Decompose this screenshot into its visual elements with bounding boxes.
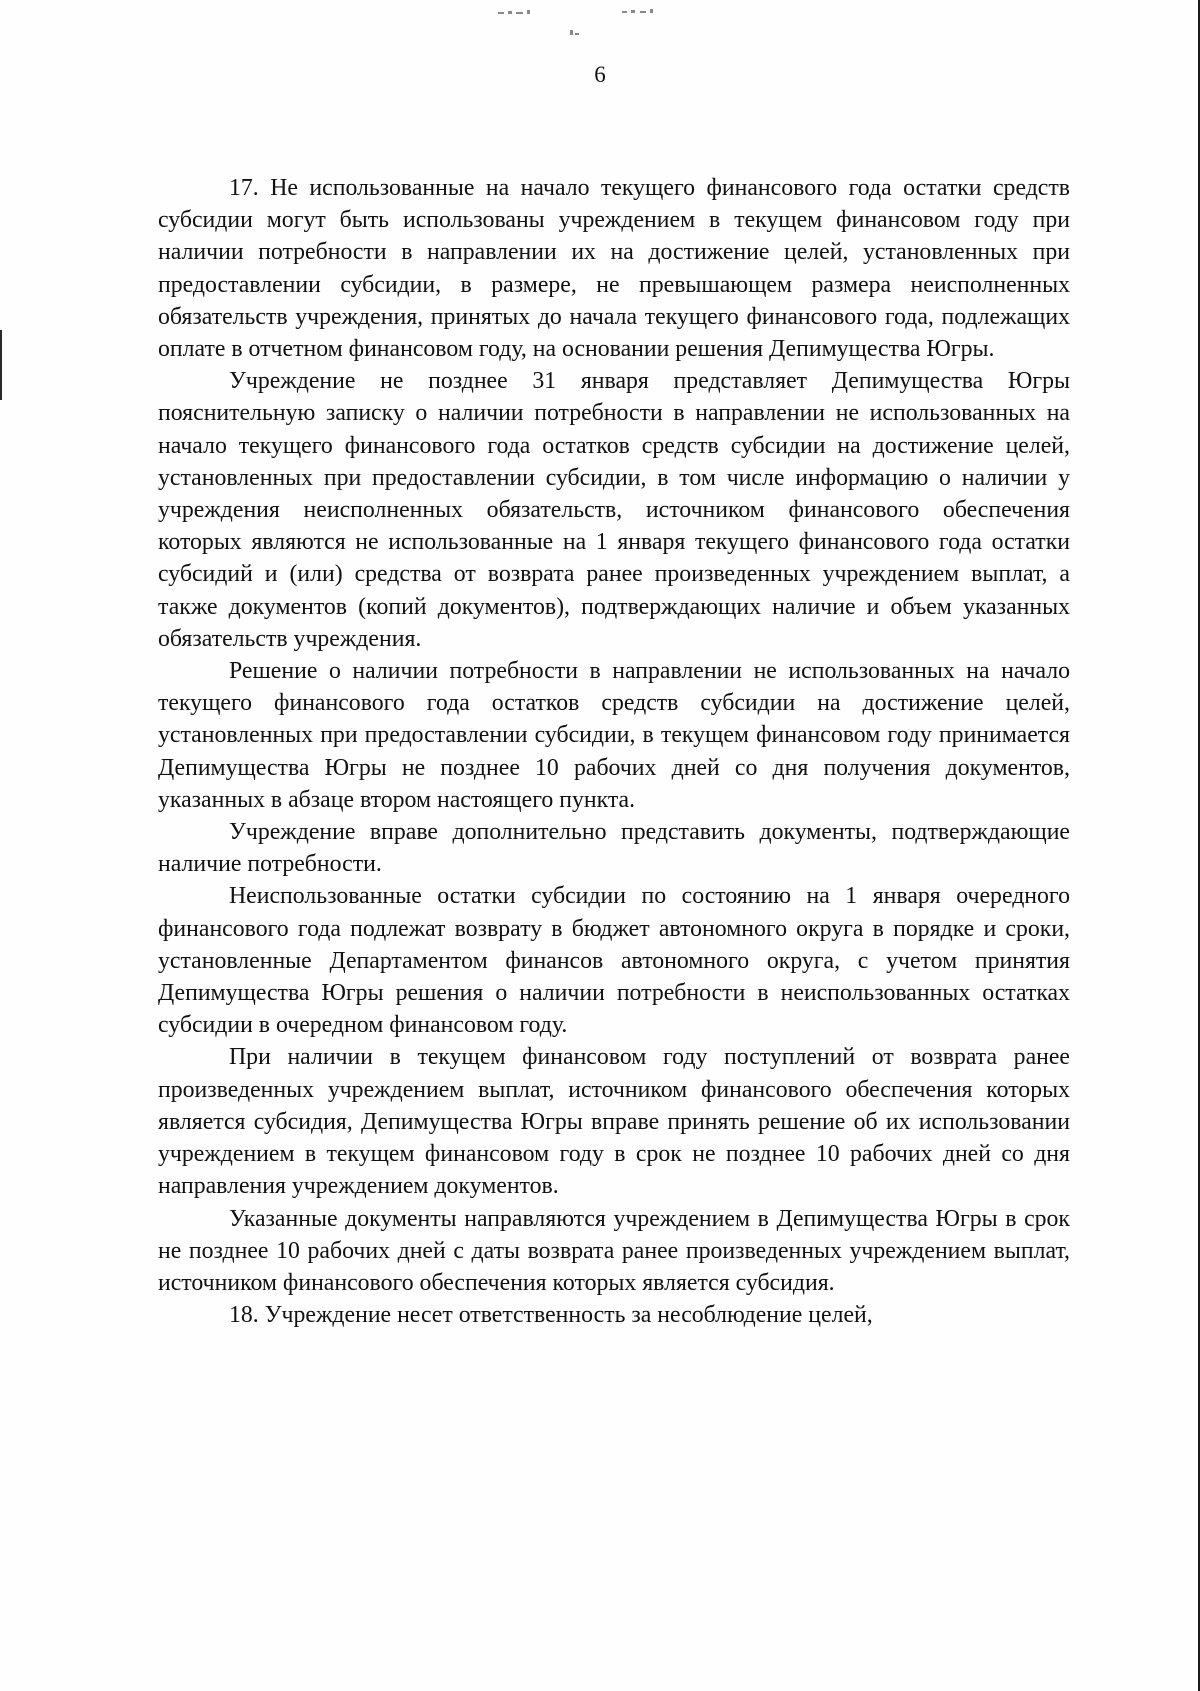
paragraph-refund-receipts: При наличии в текущем финансовом году поступлений от возврата ранее произведенных учреждением выплат, источником финансового обеспечения которых является субсидия, Депимущества Югры вправе принять решение об их использовании учреждением в текущем финансовом году в срок не позднее 10 рабочих дней со дня направления учреждением документов. [158, 1044, 1070, 1200]
page-number: 6 [594, 62, 606, 87]
document-body [158, 172, 1070, 1331]
paragraph-item-17: 17. Не использованные на начало текущего финансового года остатки средств субсидии могут быть использованы учреждением в текущем финансовом году при наличии потребности в направлении их на достижение целей, установленных при предоставлении субсидии, в размере, не превышающем размера неисполненных обязательств учреждения, принятых до начала текущего финансового года, подлежащих оплате в отчетном финансовом году, на основании решения Депимущества Югры. [158, 175, 1070, 363]
paragraph-explanatory-note: Учреждение не позднее 31 января представляет Депимущества Югры пояснительную записку о наличии потребности в направлении не использованных на начало текущего финансового года остатков средств субсидии на достижение целей, установленных при предоставлении субсидии, в том числе информацию о наличии у учреждения неисполненных обязательств, источником финансового обеспечения которых являются не использованные на 1 января текущего финансового года остатки субсидий и (или) средства от возврата ранее произведенных учреждением выплат, а также документов (копий документов), подтверждающих наличие и объем указанных обязательств учреждения. [158, 368, 1070, 652]
paragraph-unused-balances: Неиспользованные остатки субсидии по состоянию на 1 января очередного финансового года подлежат возврату в бюджет автономного округа в порядке и сроки, установленные Департаментом финансов автономного округа, с учетом принятия Депимущества Югры решения о наличии потребности в неиспользованных остатках субсидии в очередном финансовом году. [158, 883, 1070, 1039]
scan-edge-left [0, 330, 2, 400]
paragraph-documents-submission: Указанные документы направляются учреждением в Депимущества Югры в срок не позднее 10 рабочих дней с даты возврата ранее произведенных учреждением выплат, источником финансового обеспечения которых является субсидия. [158, 1205, 1070, 1296]
paragraph-decision: Решение о наличии потребности в направлении не использованных на начало текущего финансового года остатков средств субсидии на достижение целей, установленных при предоставлении субсидии, в текущем финансовом году принимается Депимущества Югры не позднее 10 рабочих дней со дня получения документов, указанных в абзаце втором настоящего пункта. [158, 658, 1070, 813]
paragraph-additional-documents: Учреждение вправе дополнительно представить документы, подтверждающие наличие потребности. [158, 819, 1070, 878]
paragraph-item-18: 18. Учреждение несет ответственность за несоблюдение целей, [229, 1302, 873, 1329]
scan-noise-marks [0, 6, 1200, 46]
